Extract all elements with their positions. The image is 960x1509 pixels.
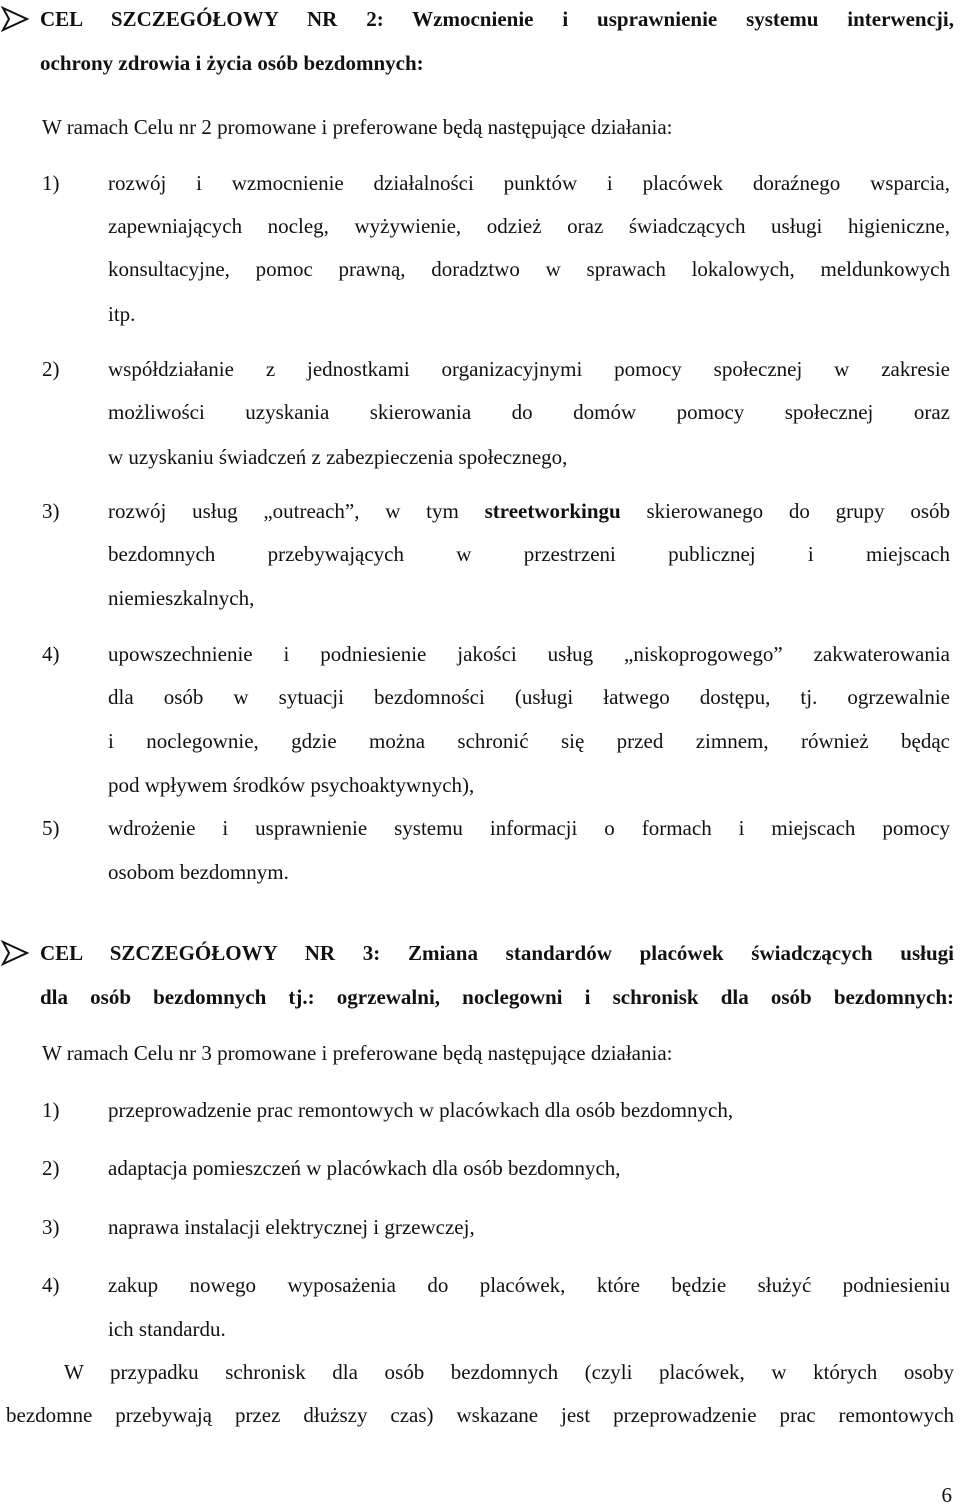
section-3-heading-line-1: CEL SZCZEGÓŁOWY NR 3: Zmiana standardów placówek świadczących usługi — [40, 941, 954, 965]
page-number: 6 — [941, 1483, 952, 1507]
closing-paragraph-line-1: W przypadku schronisk dla osób bezdomnych (czyli placówek, w których osoby — [64, 1360, 954, 1384]
list-item-line: wdrożenie i usprawnienie systemu informacji o formach i miejscach pomocy — [108, 816, 950, 840]
list-item-line: naprawa instalacji elektrycznej i grzewczej, — [108, 1215, 475, 1239]
list-item-line: niemieszkalnych, — [108, 586, 255, 610]
list-item-bold-text: streetworkingu — [484, 499, 621, 523]
arrow-bullet-icon — [0, 6, 30, 32]
list-item-line: dla osób w sytuacji bezdomności (usługi łatwego dostępu, tj. ogrzewalnie — [108, 685, 950, 709]
list-number: 1) — [42, 171, 60, 195]
list-number: 4) — [42, 1273, 60, 1297]
list-item-text: rozwój usług „outreach”, w tym — [108, 499, 485, 523]
list-item-line: w uzyskaniu świadczeń z zabezpieczenia społecznego, — [108, 445, 568, 469]
list-item-line: osobom bezdomnym. — [108, 860, 289, 884]
list-item-line: zapewniających nocleg, wyżywienie, odzież oraz świadczących usługi higieniczne, — [108, 214, 950, 238]
section-3-heading-line-2: dla osób bezdomnych tj.: ogrzewalni, noclegowni i schronisk dla osób bezdomnych: — [40, 985, 954, 1009]
list-number: 2) — [42, 357, 60, 381]
list-item-line: pod wpływem środków psychoaktywnych), — [108, 773, 475, 797]
list-item-line: adaptacja pomieszczeń w placówkach dla osób bezdomnych, — [108, 1156, 621, 1180]
list-item-line: i noclegownie, gdzie można schronić się przed zimnem, również będąc — [108, 729, 950, 753]
section-2-heading-line-2: ochrony zdrowia i życia osób bezdomnych: — [40, 51, 424, 75]
list-item-line: współdziałanie z jednostkami organizacyjnymi pomocy społecznej w zakresie — [108, 357, 950, 381]
list-item-line: możliwości uzyskania skierowania do domów pomocy społecznej oraz — [108, 400, 950, 424]
list-item-line: rozwój i wzmocnienie działalności punktów i placówek doraźnego wsparcia, — [108, 171, 950, 195]
list-number: 4) — [42, 642, 60, 666]
section-2-intro: W ramach Celu nr 2 promowane i preferowane będą następujące działania: — [42, 115, 673, 139]
list-item-line: itp. — [108, 302, 136, 326]
list-item-line: ich standardu. — [108, 1317, 226, 1341]
list-number: 1) — [42, 1098, 60, 1122]
list-item-line — [108, 498, 950, 524]
closing-paragraph-line-2: bezdomne przebywają przez dłuższy czas) wskazane jest przeprowadzenie prac remontowych — [6, 1403, 954, 1427]
list-number: 2) — [42, 1156, 60, 1180]
list-number: 3) — [42, 1215, 60, 1239]
list-item-line: przeprowadzenie prac remontowych w placówkach dla osób bezdomnych, — [108, 1098, 734, 1122]
list-number: 5) — [42, 816, 60, 840]
list-number: 3) — [42, 499, 60, 523]
section-3-intro: W ramach Celu nr 3 promowane i preferowane będą następujące działania: — [42, 1041, 673, 1065]
section-2-heading-line-1: CEL SZCZEGÓŁOWY NR 2: Wzmocnienie i usprawnienie systemu interwencji, — [40, 7, 954, 31]
list-item-line: bezdomnych przebywających w przestrzeni publicznej i miejscach — [108, 542, 950, 566]
arrow-bullet-icon — [0, 940, 30, 966]
list-item-line: konsultacyjne, pomoc prawną, doradztwo w sprawach lokalowych, meldunkowych — [108, 257, 950, 281]
list-item-text: skierowanego do grupy osób — [620, 499, 950, 523]
list-item-line: zakup nowego wyposażenia do placówek, które będzie służyć podniesieniu — [108, 1273, 950, 1297]
list-item-line: upowszechnienie i podniesienie jakości usług „niskoprogowego” zakwaterowania — [108, 642, 950, 666]
